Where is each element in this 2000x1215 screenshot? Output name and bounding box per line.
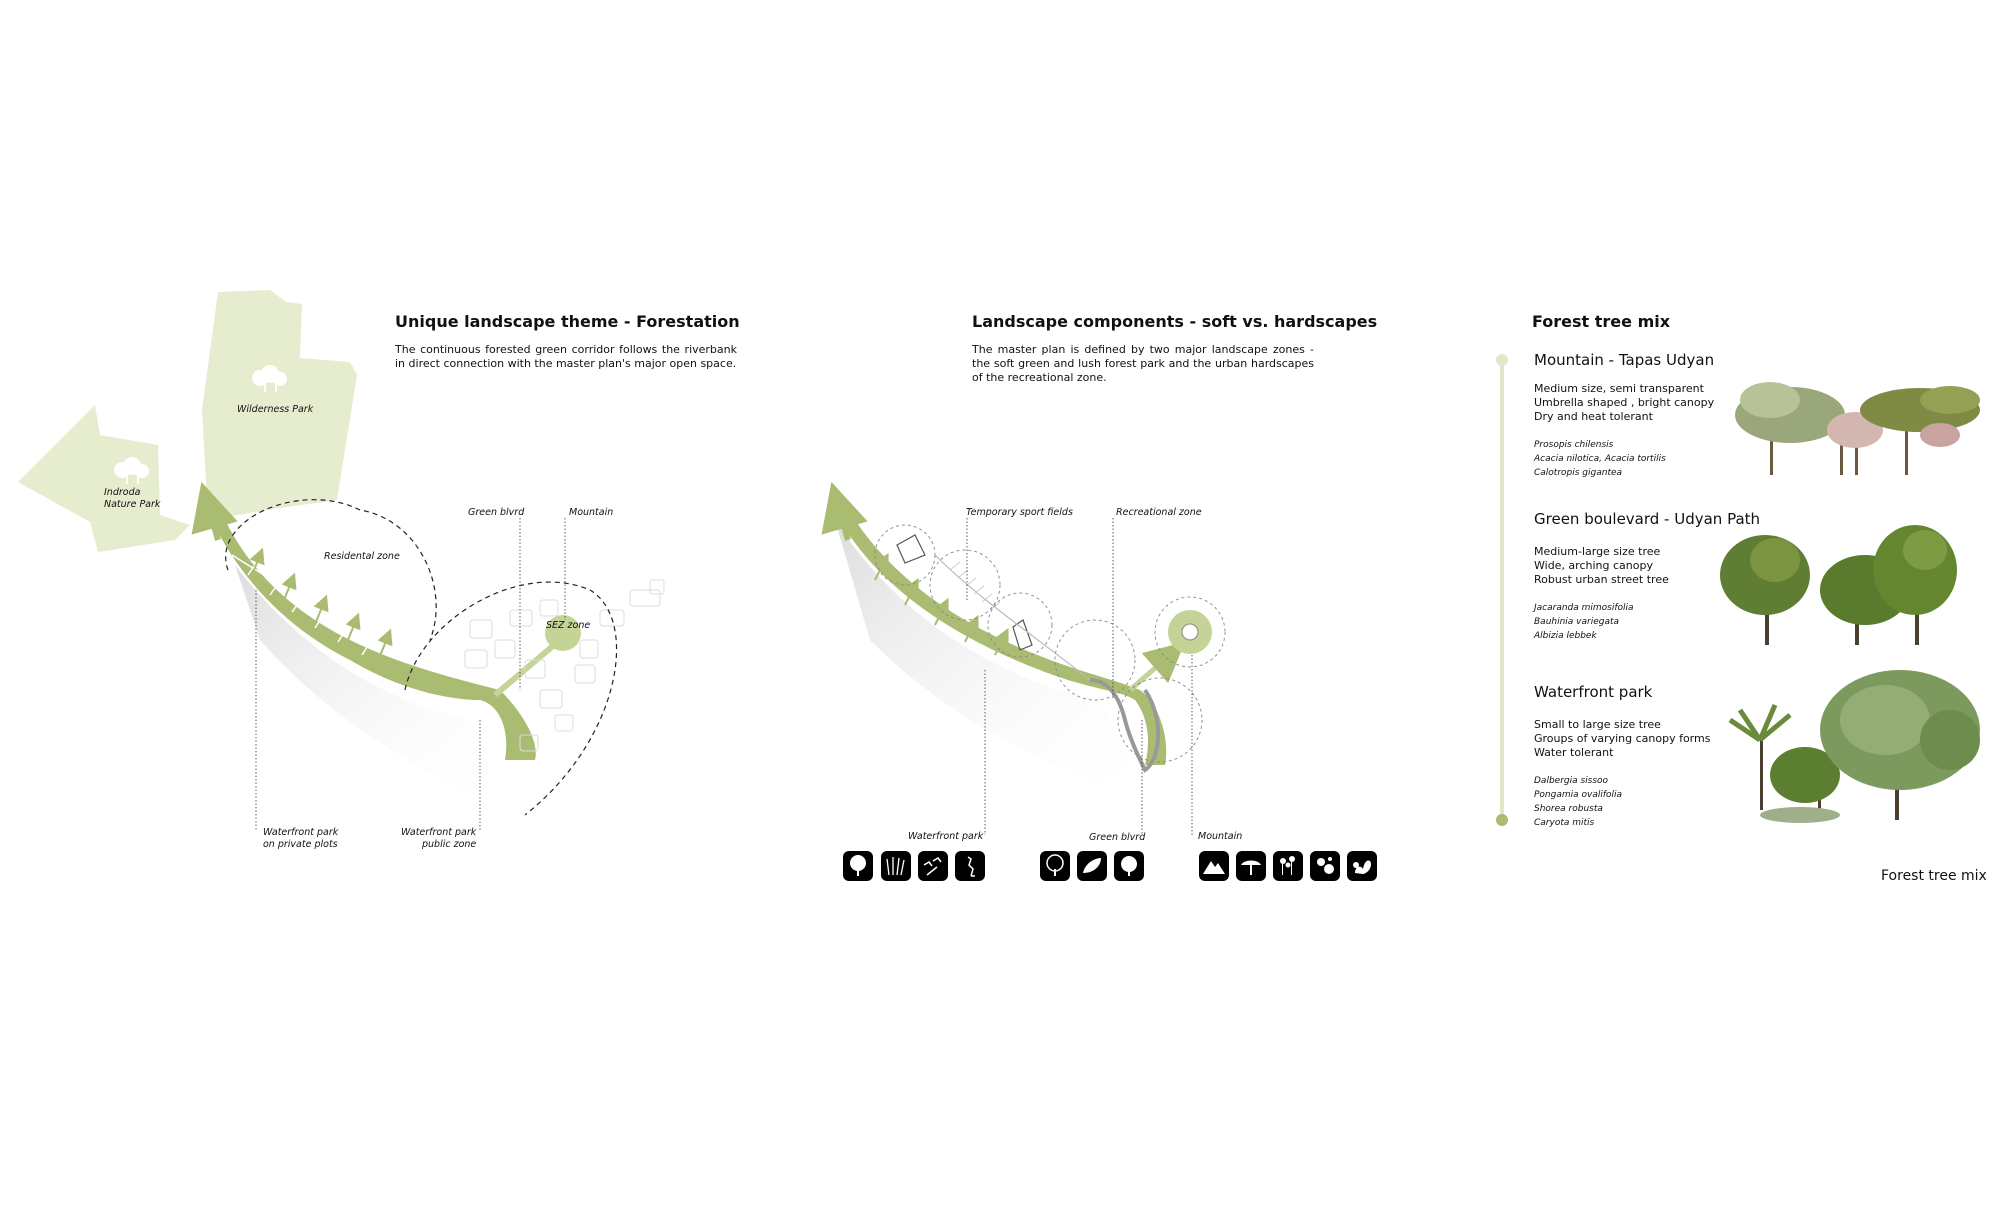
panel2-diagram (835, 505, 1225, 835)
label-mountain: Mountain (569, 507, 614, 518)
figure-caption: Forest tree mix (1881, 868, 1987, 884)
species-list (1534, 774, 1622, 830)
species-name: Dalbergia sissoo (1534, 776, 1609, 786)
mountain-icon (1199, 851, 1229, 881)
label-mountain-2: Mountain (1198, 831, 1243, 842)
green-boulevard-2 (1130, 655, 1170, 690)
squirrel-icon (1347, 851, 1377, 881)
label-indroda: Indroda Nature Park (104, 487, 161, 510)
panel2-title: Landscape components - soft vs. hardscapes (972, 312, 1378, 331)
section-desc (1534, 545, 1669, 587)
desc-line: Small to large size tree (1534, 718, 1661, 731)
hatch-lines (950, 562, 1000, 610)
desc-line: Groups of varying canopy forms (1534, 732, 1711, 745)
tree-image-boulevard (1720, 525, 1957, 645)
birds-icon (918, 851, 948, 881)
label-sez: SEZ zone (546, 620, 591, 631)
flowers-icon (1273, 851, 1303, 881)
desc-line: Dry and heat tolerant (1534, 410, 1653, 423)
panel1-title: Unique landscape theme - Forestation (395, 312, 740, 331)
species-name: Jacaranda mimosifolia (1534, 603, 1634, 613)
section-title: Waterfront park (1534, 683, 1653, 701)
section-title: Green boulevard - Udyan Path (1534, 510, 1761, 528)
desc-line: Water tolerant (1534, 746, 1614, 759)
mountain-node-center (1182, 624, 1198, 640)
label-waterfront-private: Waterfront park on private plots (263, 827, 339, 850)
section-title: Mountain - Tapas Udyan (1534, 351, 1715, 369)
label-wilderness: Wilderness Park (237, 404, 314, 415)
panel3-timeline (1496, 354, 1508, 826)
desc-line: Medium-large size tree (1534, 545, 1661, 558)
label-waterfront-public: Waterfront park public zone (401, 827, 477, 850)
label-residential: Residental zone (324, 551, 400, 562)
species-list (1534, 601, 1634, 643)
section-desc (1534, 718, 1710, 760)
heron-icon (955, 851, 985, 881)
label-recreational: Recreational zone (1116, 507, 1202, 518)
panel2-description: The master plan is defined by two major landscape zones - the soft green and lush forest park and the urban hardscapes of the recreational zone. (972, 343, 1314, 384)
desc-line: Wide, arching canopy (1534, 559, 1653, 572)
label-green-blvrd-2: Green blvrd (1089, 832, 1146, 843)
panel3-title: Forest tree mix (1532, 312, 1671, 331)
species-name: Pongamia ovalifolia (1534, 790, 1623, 800)
reeds-icon (881, 851, 911, 881)
tree-image-waterfront (1730, 670, 1980, 823)
bubbles-icon (1310, 851, 1340, 881)
tree-round-icon (1114, 851, 1144, 881)
tree-image-mountain (1735, 382, 1980, 475)
species-name: Albizia lebbek (1534, 631, 1597, 641)
desc-line: Medium size, semi transparent (1534, 382, 1704, 395)
tree-icon (843, 851, 873, 881)
sez-zone-outline (405, 582, 617, 815)
species-name: Acacia nilotica, Acacia tortilis (1534, 454, 1666, 464)
species-name: Bauhinia variegata (1534, 617, 1620, 627)
species-name: Prosopis chilensis (1534, 440, 1614, 450)
species-name: Calotropis gigantea (1534, 468, 1623, 478)
desc-line: Robust urban street tree (1534, 573, 1669, 586)
section-desc (1534, 382, 1714, 424)
umbrella-tree-icon (1236, 851, 1266, 881)
label-sport-fields: Temporary sport fields (966, 507, 1073, 518)
desc-line: Umbrella shaped , bright canopy (1534, 396, 1715, 409)
panel1-description: The continuous forested green corridor follows the riverbank in direct connection with the master plan's major open space. (395, 343, 737, 370)
green-boulevard (495, 640, 560, 695)
indroda-park-area (18, 405, 190, 552)
species-name: Shorea robusta (1534, 804, 1603, 814)
label-waterfront: Waterfront park (908, 831, 984, 842)
leaf-icon (1077, 851, 1107, 881)
tree-outline-icon (1040, 851, 1070, 881)
sez-blocks (465, 580, 664, 751)
label-green-blvrd: Green blvrd (468, 507, 525, 518)
species-name: Caryota mitis (1534, 818, 1595, 828)
species-list (1534, 438, 1666, 480)
